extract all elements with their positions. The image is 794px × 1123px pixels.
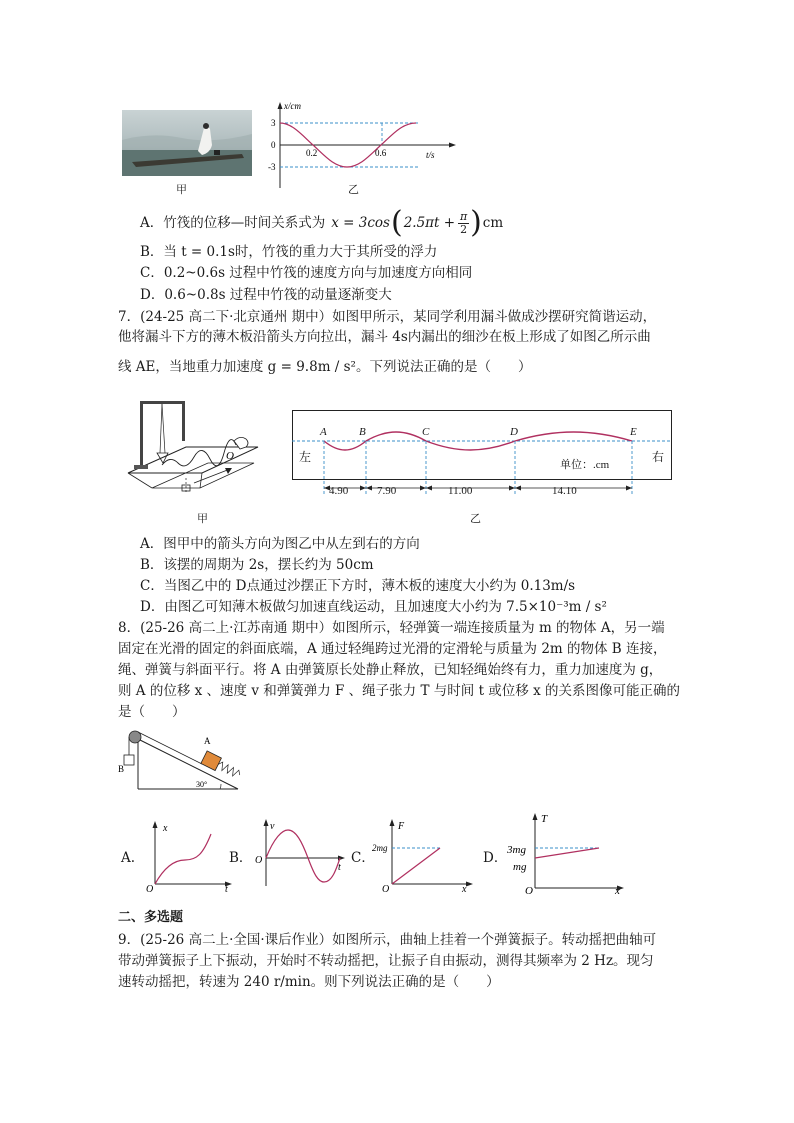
svg-text:T: T [541, 813, 548, 825]
svg-text:O: O [525, 885, 533, 897]
q7-line-1: 7．(24-25 高二下·北京通州 期中）如图甲所示，某同学利用漏斗做成沙摆研究简谐运动， [118, 309, 657, 325]
svg-text:A: A [204, 736, 211, 746]
bamboo-raft-photo [122, 110, 252, 176]
q8-graph-b [252, 818, 348, 890]
svg-text:2mg: 2mg [372, 843, 388, 853]
q7-fig-jia-label: 甲 [197, 513, 208, 525]
q8-line-3: 绳、弹簧与斜面平行。将 A 由弹簧原长处静止释放，已知轻绳始终有力，重力加速度为 g， [118, 662, 663, 678]
svg-text:t: t [225, 884, 228, 895]
q8-line-1: 8．(25-26 高二上·江苏南通 期中）如图所示，轻弹簧一端连接质量为 m 的物体 A，另一端 [118, 620, 665, 636]
svg-text:B: B [118, 764, 125, 774]
q8-option-c-label: C． [351, 850, 375, 866]
q8-graph-a [145, 820, 235, 895]
dim-de: 14.10 [552, 485, 577, 497]
dim-ab: 4.90 [329, 485, 349, 497]
q8-line-4: 则 A 的位移 x 、速度 v 和弹簧弹力 F 、绳子张力 T 与时间 t 或位移 x 的关系图像可能正确的 [118, 683, 680, 699]
svg-text:30°: 30° [196, 780, 208, 789]
sand-trace-figure [292, 410, 672, 502]
svg-text:O: O [226, 450, 234, 462]
q7-line-2: 他将漏斗下方的薄木板沿箭头方向拉出，漏斗 4s内漏出的细沙在板上形成了如图乙所示曲 [118, 329, 651, 345]
q7-fig-yi-label: 乙 [470, 513, 481, 525]
svg-text:0.6: 0.6 [375, 148, 387, 158]
q8-graph-c [372, 818, 476, 895]
fig-jia-label: 甲 [176, 184, 187, 196]
q9-line-1: 9．(25-26 高二上·全国·课后作业）如图所示，曲轴上挂着一个弹簧振子。转动摇把曲轴可 [118, 932, 657, 948]
q6-option-d: D．0.6~0.8s 过程中竹筏的动量逐渐变大 [140, 287, 392, 303]
point-a: A [320, 426, 327, 438]
dim-cd: 11.00 [448, 485, 473, 497]
q6-option-c: C．0.2~0.6s 过程中竹筏的速度方向与加速度方向相同 [140, 265, 473, 281]
point-c: C [422, 426, 430, 438]
svg-text:3: 3 [271, 118, 276, 128]
svg-text:x: x [163, 823, 168, 834]
fig-yi-label: 乙 [348, 184, 359, 196]
dim-bc: 7.90 [377, 485, 397, 497]
svg-text:0: 0 [271, 140, 276, 150]
section-multi-choice-heading: 二、多选题 [118, 910, 184, 925]
dimension-arrowhead [360, 486, 366, 491]
q7-option-a: A．图甲中的箭头方向为图乙中从左到右的方向 [140, 536, 420, 552]
q7-option-d: D．由图乙可知薄木板做匀加速直线运动，且加速度大小约为 7.5×10⁻³m / s² [140, 599, 607, 615]
q6-option-a: A．竹筏的位移—时间关系式为 x = 3cos ( 2.5πt + $\frac{\pi}{2}$ ) cm [140, 205, 504, 240]
board-unit-label: 单位：.cm [560, 459, 610, 471]
q8-graph-d [505, 812, 629, 897]
q9-line-2: 带动弹簧振子上下振动，开始时不转动摇把，让振子自由振动，测得其频率为 2 Hz。现匀 [118, 953, 654, 969]
dimension-arrowhead [366, 486, 372, 491]
sand-pendulum-figure [122, 395, 262, 500]
svg-text:t: t [338, 862, 341, 873]
q6-option-b: B．当 t = 0.1s时，竹筏的重力大于其所受的浮力 [140, 244, 438, 260]
svg-text:O: O [382, 884, 390, 895]
q8-option-b-label: B． [229, 850, 253, 866]
q9-line-3: 速转动摇把，转速为 240 r/min。则下列说法正确的是（ ） [118, 974, 500, 990]
graph-y-label: x/cm [284, 101, 301, 111]
svg-text:F: F [398, 821, 405, 832]
q8-line-5: 是（ ） [118, 704, 186, 720]
incline-pulley-figure [118, 725, 248, 797]
graph-x-label: t/s [426, 150, 435, 160]
svg-text:O: O [146, 884, 154, 895]
q8-option-d-label: D． [483, 850, 508, 866]
displacement-time-graph [270, 100, 460, 192]
q8-line-2: 固定在光滑的固定的斜面底端，A 通过轻绳跨过光滑的定滑轮与质量为 2m 的物体 B 连接， [118, 641, 667, 657]
q8-option-a-label: A. [121, 850, 136, 866]
svg-text:3mg: 3mg [507, 844, 526, 856]
svg-text:x: x [615, 885, 620, 897]
dimension-arrowhead [509, 486, 515, 491]
board-right-label: 右 [652, 450, 665, 464]
svg-text:O: O [255, 855, 263, 866]
svg-text:-3: -3 [268, 162, 276, 172]
dimension-arrowhead [515, 486, 521, 491]
dimension-arrowhead [420, 486, 426, 491]
dimension-arrowhead [626, 486, 632, 491]
q7-option-b: B．该摆的周期为 2s，摆长约为 50cm [140, 557, 374, 573]
q7-line-3: 线 AE，当地重力加速度 g = 9.8m / s²。下列说法正确的是（ ） [118, 359, 532, 375]
svg-text:v: v [270, 821, 275, 832]
point-d: D [510, 426, 518, 438]
svg-text:0.2: 0.2 [306, 148, 318, 158]
point-e: E [630, 426, 637, 438]
q7-option-c: C．当图乙中的 D点通过沙摆正下方时，薄木板的速度大小约为 0.13m/s [140, 578, 576, 594]
dimension-arrowhead [426, 486, 432, 491]
board-left-label: 左 [299, 450, 312, 464]
svg-text:x: x [462, 884, 467, 895]
svg-text:mg: mg [513, 861, 527, 873]
point-b: B [359, 426, 366, 438]
